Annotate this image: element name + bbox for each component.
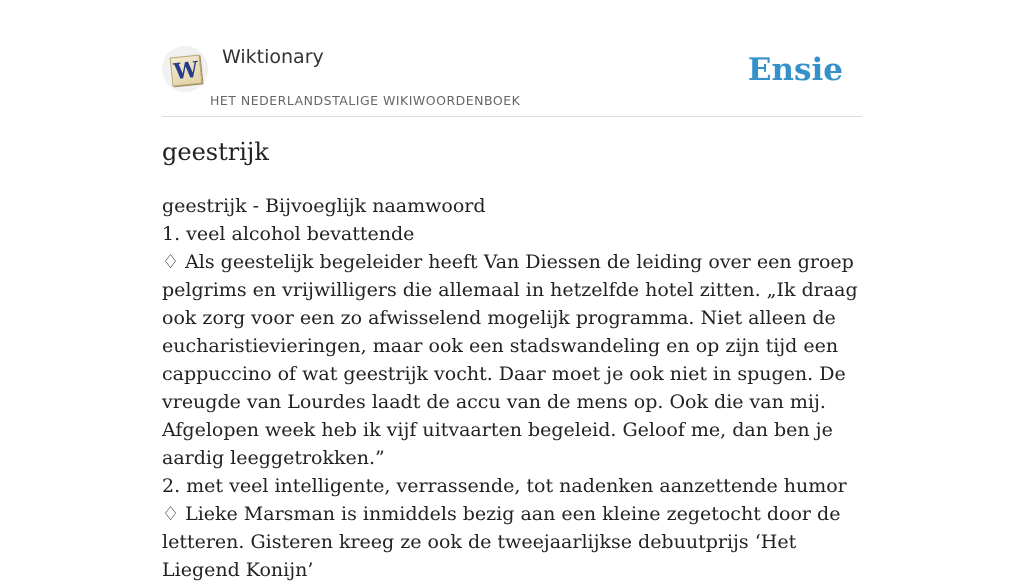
example-2: ♢ Lieke Marsman is inmiddels bezig aan een kleine zegetocht door de letteren. Gisteren kreeg ze ook de tweejaarlijkse debuutprijs ‘Het Liegend Konijn’ xyxy=(162,503,841,581)
ensie-brand-link[interactable]: Ensie xyxy=(747,52,843,88)
logo-tile: W xyxy=(170,55,203,87)
definition-2: 2. met veel intelligente, verrassende, tot nadenken aanzettende humor xyxy=(162,475,847,497)
definition-content xyxy=(162,192,864,584)
word-class-line: geestrijk - Bijvoeglijk naamwoord xyxy=(162,195,486,217)
definition-1: 1. veel alcohol bevattende xyxy=(162,223,415,245)
site-name-link[interactable]: Wiktionary xyxy=(222,46,324,68)
site-header xyxy=(162,40,862,117)
page-title: geestrijk xyxy=(162,138,269,166)
site-tagline: HET NEDERLANDSTALIGE WIKIWOORDENBOEK xyxy=(210,93,521,108)
example-1: ♢ Als geestelijk begeleider heeft Van Diessen de leiding over een groep pelgrims en vrijwilligers die allemaal in hetzelfde hotel zitten. „Ik draag ook zorg voor een zo afwisselend mogelijk programma. Niet alleen de eucharistievieringen, maar ook een stadswandeling en op zijn tijd een cappuccino of wat geestrijk vocht. Daar moet je ook niet in spugen. De vreugde van Lourdes laadt de accu van de mens op. Ook die van mij. Afgelopen week heb ik vijf uitvaarten begeleid. Geloof me, dan ben je aardig leeggetrokken.” xyxy=(162,251,858,469)
wiktionary-logo-icon[interactable] xyxy=(162,46,208,92)
